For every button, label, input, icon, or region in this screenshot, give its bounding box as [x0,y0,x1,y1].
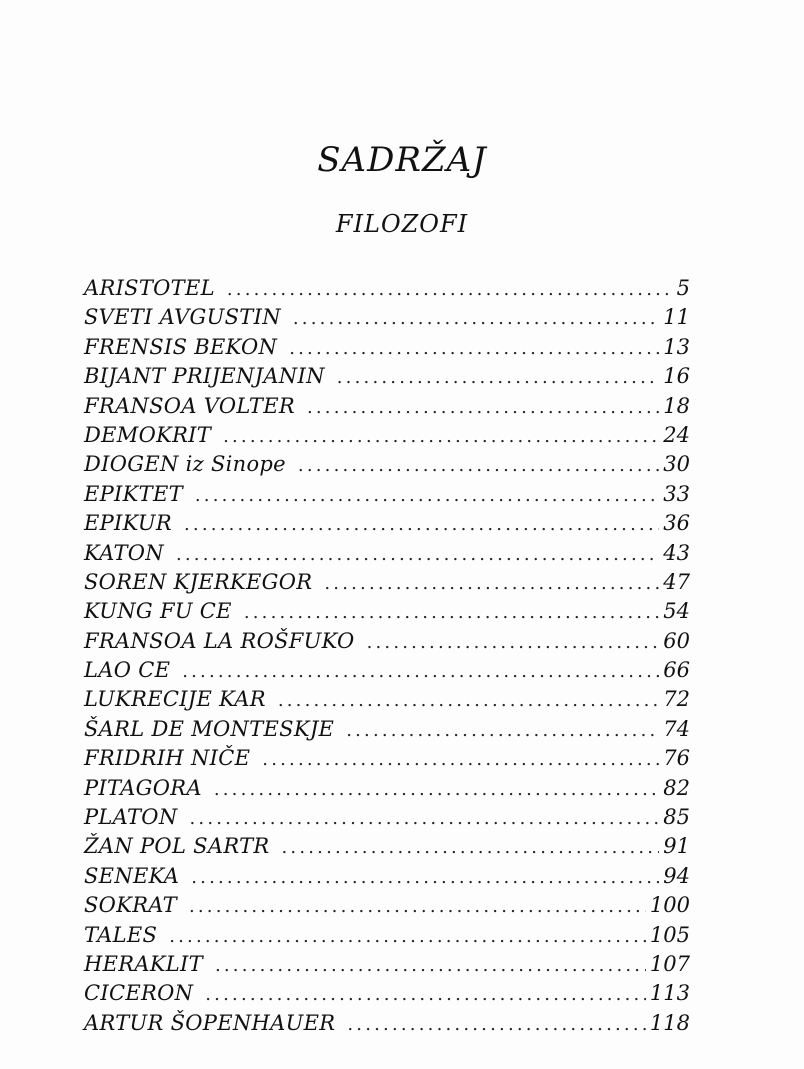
toc-entry-page: 66 [663,658,690,683]
toc-leader-dots [262,745,659,774]
toc-entry [84,774,690,803]
toc-entry [84,333,690,362]
toc-entry [84,274,690,303]
toc-entry-name: ŽAN POL SARTR [84,834,270,859]
toc-entry-name: SENEKA [84,863,180,888]
toc-entry [84,539,690,568]
toc-leader-dots [307,393,659,422]
toc-entry [84,568,690,597]
toc-entry-name: KUNG FU CE [84,599,232,624]
toc-entry-page: 43 [663,540,690,565]
toc-entry [84,891,690,920]
toc-entry [84,1009,690,1038]
toc-entry [84,685,690,714]
toc-entry-page: 82 [663,775,690,800]
toc-entry-name: DEMOKRIT [84,422,212,447]
toc-entry-page: 16 [663,364,690,389]
toc-leader-dots [293,304,659,333]
toc-leader-dots [176,540,659,569]
toc-entry [84,715,690,744]
toc-entry [84,597,690,626]
toc-entry-page: 18 [663,393,690,418]
toc-entry-page: 100 [649,893,690,918]
toc-entry-name: HERAKLIT [84,951,203,976]
toc-entry-page: 54 [663,599,690,624]
toc-entry-page: 5 [676,276,690,300]
toc-leader-dots [223,422,659,451]
toc-leader-dots [214,775,659,804]
toc-entry [84,303,690,332]
toc-entry-page: 47 [663,569,690,594]
toc-leader-dots [182,657,659,686]
toc-leader-dots [289,334,659,363]
toc-entry-name: FRIDRIH NIČE [84,746,251,771]
toc-leader-dots [337,363,660,392]
toc-entry-name: SOREN KJERKEGOR [84,569,313,594]
page-title: SADRŽAJ [317,140,487,180]
toc-entry-name: TALES [84,922,158,947]
toc-entry-name: ARISTOTEL [84,276,215,300]
toc-entry-page: 118 [649,1010,690,1035]
toc-entry-name: EPIKTET [84,481,183,506]
toc-entry-name: FRENSIS BEKON [84,334,278,359]
toc-entry [84,509,690,538]
toc-leader-dots [227,275,673,304]
toc-leader-dots [346,716,659,745]
toc-leader-dots [190,804,660,833]
toc-entry [84,921,690,950]
toc-entry [84,627,690,656]
toc-leader-dots [367,628,660,657]
toc-entry [84,950,690,979]
toc-leader-dots [215,951,646,980]
toc-entry-name: LUKRECIJE KAR [84,687,266,712]
toc-entry-page: 72 [663,687,690,712]
toc-entry [84,480,690,509]
toc-leader-dots [205,980,646,1009]
toc-entry-name: PLATON [84,805,178,830]
toc-entry-page: 94 [663,863,690,888]
toc-leader-dots [244,598,659,627]
toc-entry-name: DIOGEN iz Sinope [84,452,286,477]
toc-entry-page: 60 [663,628,690,653]
toc-entry-page: 113 [649,981,690,1006]
toc-entry [84,421,690,450]
toc-entry [84,450,690,479]
toc-leader-dots [278,686,659,715]
toc-entry-page: 85 [663,805,690,830]
toc-leader-dots [298,451,659,480]
toc-entry [84,656,690,685]
toc-entry-page: 76 [663,746,690,771]
toc-leader-dots [184,510,659,539]
toc-entry-page: 13 [663,334,690,359]
toc-entry-name: SVETI AVGUSTIN [84,305,281,330]
toc-entry [84,832,690,861]
toc-entry-page: 24 [663,422,690,447]
toc-leader-dots [189,892,646,921]
toc-entry-page: 74 [663,716,690,741]
toc-entry-name: KATON [84,540,164,565]
toc-entry-page: 33 [663,481,690,506]
toc-entry-name: SOKRAT [84,893,177,918]
toc-entry [84,362,690,391]
toc-leader-dots [191,863,659,892]
toc-entry-name: PITAGORA [84,775,202,800]
toc-entry [84,979,690,1008]
toc-entry-name: CICERON [84,981,194,1006]
section-heading: FILOZOFI [335,210,469,238]
toc-entry [84,744,690,773]
toc-entry-name: ŠARL DE MONTESKJE [84,716,335,741]
toc-leader-dots [169,922,646,951]
toc-entry-name: LAO CE [84,658,171,683]
toc-entry [84,392,690,421]
toc-leader-dots [324,569,659,598]
toc-entry-page: 107 [649,951,690,976]
toc-entry [84,803,690,832]
toc-entry-page: 91 [663,834,690,859]
table-of-contents [84,274,690,1038]
toc-entry-page: 36 [663,511,690,536]
toc-entry-name: BIJANT PRIJENJANIN [84,364,325,389]
toc-entry-page: 11 [663,305,690,330]
toc-entry-name: FRANSOA VOLTER [84,393,295,418]
toc-leader-dots [195,481,659,510]
toc-entry-page: 105 [649,922,690,947]
toc-entry-name: EPIKUR [84,511,173,536]
toc-entry-name: FRANSOA LA ROŠFUKO [84,628,355,653]
toc-entry-name: ARTUR ŠOPENHAUER [84,1010,336,1035]
toc-leader-dots [282,833,660,862]
toc-entry [84,862,690,891]
toc-entry-page: 30 [663,452,690,477]
toc-leader-dots [347,1010,646,1039]
